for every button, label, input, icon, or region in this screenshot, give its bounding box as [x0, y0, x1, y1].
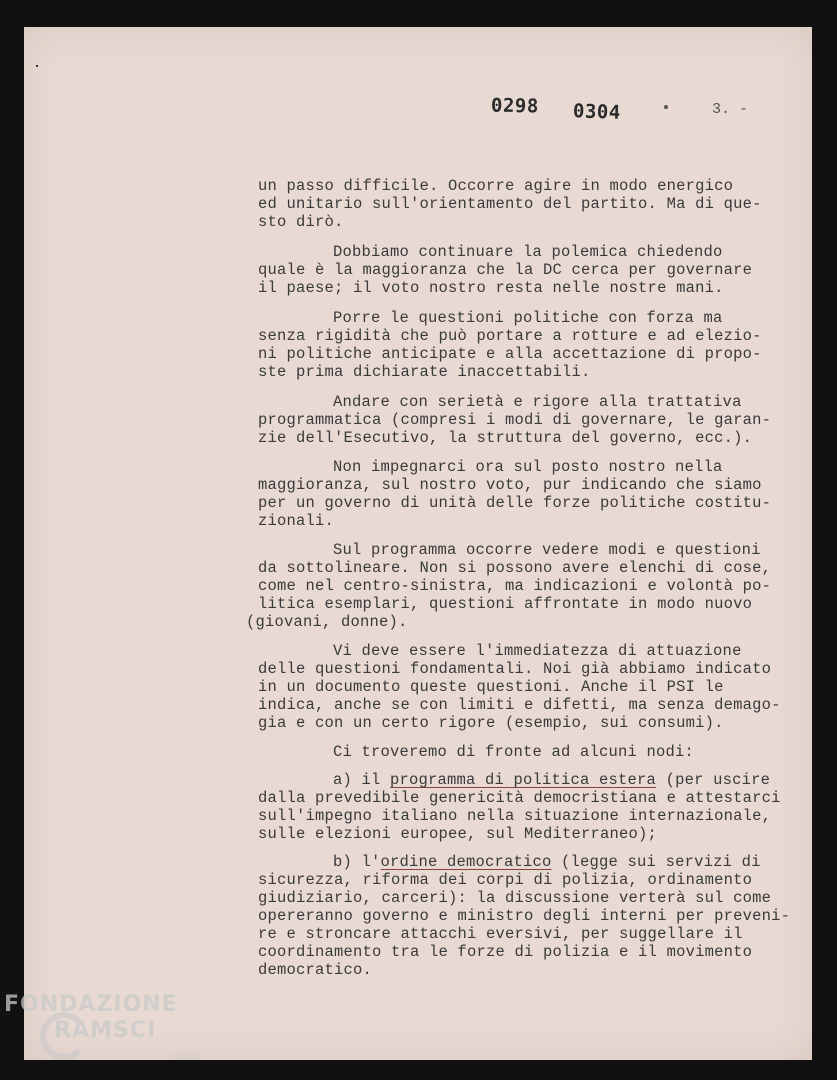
- text-line: come nel centro-sinistra, ma indicazioni e volontà po-: [258, 577, 772, 595]
- text-line: Dobbiamo continuare la polemica chiedendo: [333, 243, 723, 261]
- text-line: re e stroncare attacchi eversivi, per suggellare il: [258, 925, 743, 943]
- text-line: sicurezza, riforma dei corpi di polizia, ordinamento: [258, 871, 753, 889]
- item-b-prefix: b) l': [333, 853, 381, 871]
- text-line: quale è la maggioranza che la DC cerca per governare: [258, 261, 753, 279]
- text-line: senza rigidità che può portare a rotture e ad elezio-: [258, 327, 762, 345]
- archive-stamp: 0298: [490, 94, 539, 118]
- text-line: ste prima dichiarate inaccettabili.: [258, 363, 591, 381]
- g-logo-icon: [40, 1012, 88, 1060]
- ink-speck: [36, 65, 38, 67]
- text-line: sto dirò.: [258, 213, 344, 231]
- text-line: per un governo di unità delle forze politiche costitu-: [258, 494, 772, 512]
- text-line: un passo difficile. Occorre agire in modo energico: [258, 177, 734, 195]
- watermark-tag: onlus: [174, 1051, 201, 1062]
- item-a-suffix: (per uscire: [656, 771, 771, 789]
- item-a-line: [333, 771, 770, 789]
- item-a-prefix: a) il: [333, 771, 391, 789]
- ink-dot: [664, 105, 668, 109]
- item-b-line: [333, 853, 761, 871]
- text-line: il paese; il voto nostro resta nelle nostre mani.: [258, 279, 724, 297]
- text-line: indica, anche se con limiti e difetti, ma senza demago-: [258, 696, 781, 714]
- text-line: Sul programma occorre vedere modi e questioni: [333, 541, 761, 559]
- text-line: sull'impegno italiano nella situazione internazionale,: [258, 807, 772, 825]
- text-line: opereranno governo e ministro degli interni per preveni-: [258, 907, 791, 925]
- archive-stamp: 0304: [572, 100, 622, 124]
- text-line: da sottolineare. Non si possono avere elenchi di cose,: [258, 559, 772, 577]
- text-line: in un documento queste questioni. Anche il PSI le: [258, 678, 724, 696]
- text-line: litica esemplari, questioni affrontate in modo nuovo: [258, 595, 753, 613]
- text-line: gia e con un certo rigore (esempio, sui consumi).: [258, 714, 724, 732]
- text-line: Porre le questioni politiche con forza ma: [333, 309, 723, 327]
- text-line: delle questioni fondamentali. Noi già abbiamo indicato: [258, 660, 772, 678]
- text-line: (giovani, donne).: [246, 613, 408, 631]
- text-line: Ci troveremo di fronte ad alcuni nodi:: [333, 743, 695, 761]
- text-line: democratico.: [258, 961, 373, 979]
- item-b-underlined: ordine democratico: [380, 853, 552, 871]
- text-line: giudiziario, carceri): la discussione verterà sul come: [258, 889, 772, 907]
- text-line: ni politiche anticipate e alla accettazione di propo-: [258, 345, 762, 363]
- text-line: coordinamento tra le forze di polizia e il movimento: [258, 943, 753, 961]
- fondazione-gramsci-watermark: [4, 992, 201, 1062]
- item-a-underlined: programma di politica estera: [390, 771, 657, 789]
- text-line: maggioranza, sul nostro voto, pur indicando che siamo: [258, 476, 762, 494]
- item-b-suffix: (legge sui servizi di: [551, 853, 761, 871]
- page-number: 3. -: [712, 101, 749, 118]
- text-line: Vi deve essere l'immediatezza di attuazione: [333, 642, 742, 660]
- watermark-line-1: FONDAZIONE: [4, 992, 178, 1017]
- text-line: ed unitario sull'orientamento del partito. Ma di que-: [258, 195, 762, 213]
- text-line: zionali.: [258, 512, 335, 530]
- text-line: Non impegnarci ora sul posto nostro nella: [333, 458, 723, 476]
- watermark-line-2: RAMSCI: [54, 1018, 157, 1043]
- text-line: sulle elezioni europee, sul Mediterraneo);: [258, 825, 658, 843]
- text-line: zie dell'Esecutivo, la struttura del governo, ecc.).: [258, 429, 753, 447]
- text-line: Andare con serietà e rigore alla trattativa: [333, 393, 742, 411]
- text-line: programmatica (compresi i modi di governare, le garan-: [258, 411, 772, 429]
- document-page: [24, 27, 812, 1060]
- text-line: dalla prevedibile genericità democristiana e attestarci: [258, 789, 781, 807]
